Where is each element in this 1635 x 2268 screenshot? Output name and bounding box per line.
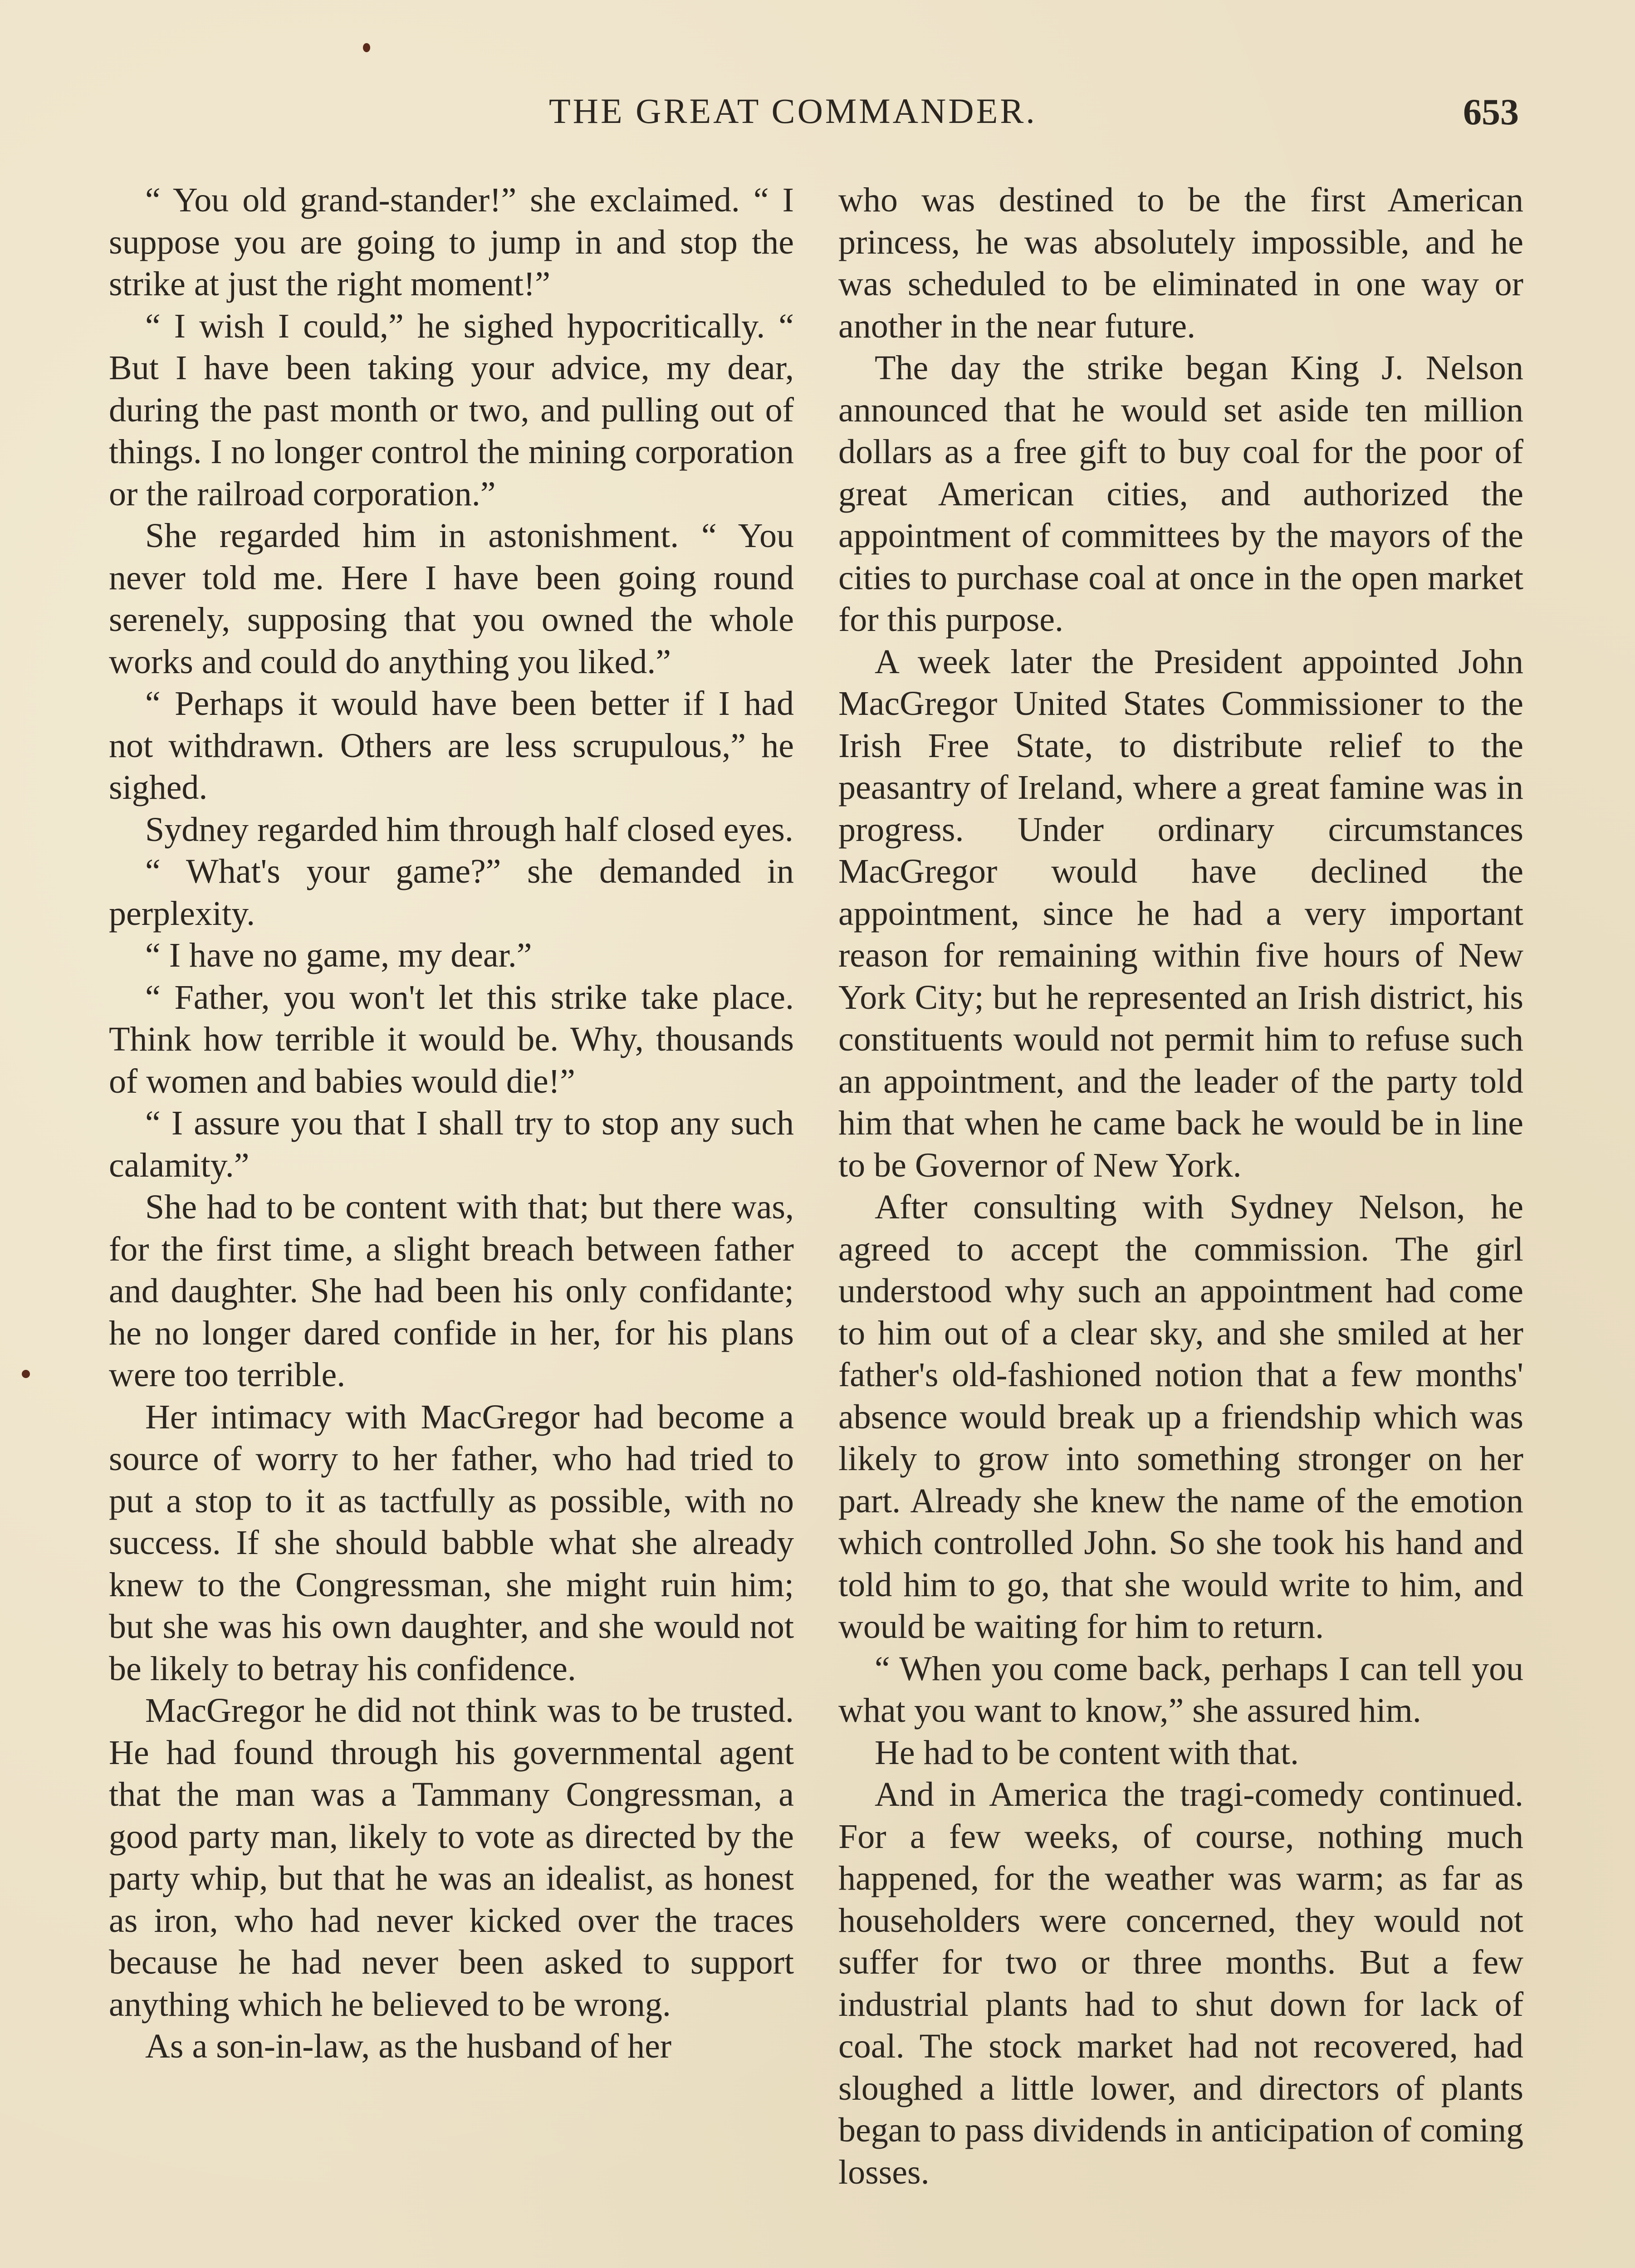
paragraph: “ I wish I could,” he sighed hypocritically. “ But I have been taking your advice, my dear, during the past month or two, and pulling out of things. I no longer control the mining corporation or the railroad corporation.” xyxy=(109,307,794,513)
paragraph: He had to be content with that. xyxy=(875,1733,1299,1772)
paragraph: As a son-in-law, as the husband of her xyxy=(145,2027,672,2065)
paragraph-continued: who was destined to be the first American princess, he was absolutely impossible, and he was scheduled to be eliminated in one way or another in the near future. xyxy=(838,181,1523,345)
paragraph: She had to be content with that; but there was, for the first time, a slight breach between father and daughter. She had been his only confidante; he no longer dared confide in her, for his plans were too terrible. xyxy=(109,1188,794,1394)
paragraph: “ Father, you won't let this strike take place. Think how terrible it would be. Why, thousands of women and babies would die!” xyxy=(109,978,794,1100)
ink-speck xyxy=(363,43,370,52)
paragraph: A week later the President appointed John MacGregor United States Commissioner to the Irish Free State, to distribute relief to the peasantry of Ireland, where a great famine was in progress. Under ordinary circumstances MacGregor would have declined the appointment, since he had a very important reason for remaining within five hours of New York City; but he represented an Irish district, his constituents would not permit him to refuse such an appointment, and the leader of the party told him that when he came back he would be in line to be Governor of New York. xyxy=(838,642,1523,1184)
paragraph: “ I have no game, my dear.” xyxy=(145,936,532,974)
right-column xyxy=(838,179,1523,2193)
paragraph: And in America the tragi-comedy continued. For a few weeks, of course, nothing much happened, for the weather was warm; as far as householders were concerned, they would not suffer for two or three months. But a few industrial plants had to shut down for lack of coal. The stock market had not recovered, had sloughed a little lower, and directors of plants began to pass dividends in anticipation of coming losses. xyxy=(838,1775,1523,2191)
paragraph: “ When you come back, perhaps I can tell you what you want to know,” she assured him. xyxy=(838,1649,1523,1730)
left-column xyxy=(109,179,794,2068)
running-head: THE GREAT COMMANDER. xyxy=(549,91,1037,131)
paragraph: “ Perhaps it would have been better if I had not withdrawn. Others are less scrupulous,” he sighed. xyxy=(109,684,794,807)
paragraph: Sydney regarded him through half closed eyes. xyxy=(145,810,793,849)
ink-speck xyxy=(22,1370,30,1378)
paragraph: “ What's your game?” she demanded in perplexity. xyxy=(109,852,794,933)
paragraph: “ I assure you that I shall try to stop any such calamity.” xyxy=(109,1104,794,1184)
paragraph: She regarded him in astonishment. “ You never told me. Here I have been going round serenely, supposing that you owned the whole works and could do anything you liked.” xyxy=(109,517,794,681)
paragraph: “ You old grand-stander!” she exclaimed. “ I suppose you are going to jump in and stop the strike at just the right moment!” xyxy=(109,181,794,303)
paragraph: Her intimacy with MacGregor had become a source of worry to her father, who had tried to put a stop to it as tactfully as possible, with no success. If she should babble what she already knew to the Congressman, she might ruin him; but she was his own daughter, and she would not be likely to betray his confidence. xyxy=(109,1398,794,1688)
paragraph: After consulting with Sydney Nelson, he agreed to accept the commission. The girl understood why such an appointment had come to him out of a clear sky, and she smiled at her father's old-fashioned notion that a few months' absence would break up a friendship which was likely to grow into something stronger on her part. Already she knew the name of the emotion which controlled John. So she took his hand and told him to go, that she would write to him, and would be waiting for him to return. xyxy=(838,1188,1523,1646)
paragraph: The day the strike began King J. Nelson announced that he would set aside ten million dollars as a free gift to buy coal for the poor of great American cities, and authorized the appointment of committees by the mayors of the cities to purchase coal at once in the open market for this purpose. xyxy=(838,349,1523,639)
page-number: 653 xyxy=(1463,91,1519,132)
paragraph: MacGregor he did not think was to be trusted. He had found through his governmental agent that the man was a Tammany Congressman, a good party man, likely to vote as directed by the party whip, but that he was an idealist, as honest as iron, who had never kicked over the traces because he had never been asked to support anything which he believed to be wrong. xyxy=(109,1691,794,2024)
